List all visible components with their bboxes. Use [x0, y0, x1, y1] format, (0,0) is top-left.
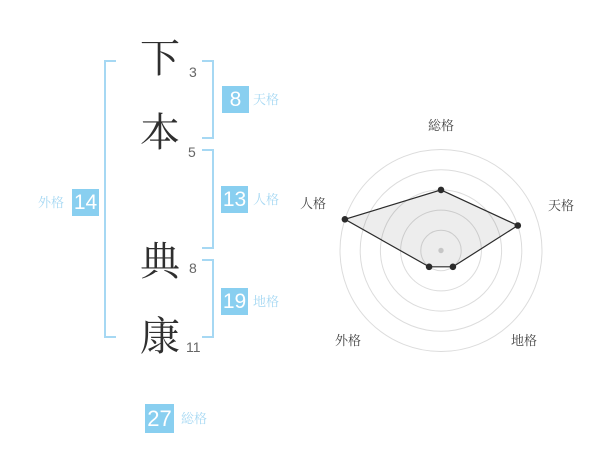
radar-data-point	[515, 222, 522, 229]
stroke-count-1: 3	[189, 64, 197, 80]
stroke-count-2: 5	[188, 144, 196, 160]
jinkaku-value-badge: 13	[221, 186, 248, 213]
soukaku-label: 総格	[181, 411, 208, 426]
radar-axis-label: 天格	[547, 198, 575, 213]
radar-axis-label: 人格	[299, 196, 327, 211]
name-character-2: 本	[140, 111, 180, 155]
jinkaku-label: 人格	[253, 192, 280, 207]
radar-axis-label: 総格	[427, 118, 455, 133]
radar-data-point	[450, 264, 457, 271]
jinkaku-bracket	[202, 149, 214, 249]
radar-axis-label: 地格	[510, 333, 538, 348]
radar-data-point	[426, 264, 433, 271]
stroke-count-3: 8	[189, 260, 197, 276]
radar-axis-label: 外格	[334, 333, 362, 348]
name-character-1: 下	[140, 37, 180, 81]
gaikaku-value-badge: 14	[72, 189, 99, 216]
radar-data-point	[342, 216, 349, 223]
tenkaku-label: 天格	[253, 92, 280, 107]
radar-data-polygon	[345, 190, 518, 267]
tenkaku-value-badge: 8	[222, 86, 249, 113]
chikaku-label: 地格	[253, 294, 280, 309]
gaikaku-label: 外格	[38, 195, 65, 210]
name-character-4: 康	[140, 315, 180, 359]
radar-data-point	[438, 187, 445, 194]
soukaku-value-badge: 27	[145, 404, 174, 433]
chikaku-bracket	[202, 259, 214, 338]
chikaku-value-badge: 19	[221, 288, 248, 315]
tenkaku-bracket	[202, 60, 214, 139]
gaikaku-bracket	[104, 60, 116, 338]
radar-chart-svg	[290, 100, 600, 370]
stroke-count-4: 11	[186, 339, 201, 355]
name-character-3: 典	[140, 240, 180, 284]
radar-center-dot	[438, 248, 443, 253]
